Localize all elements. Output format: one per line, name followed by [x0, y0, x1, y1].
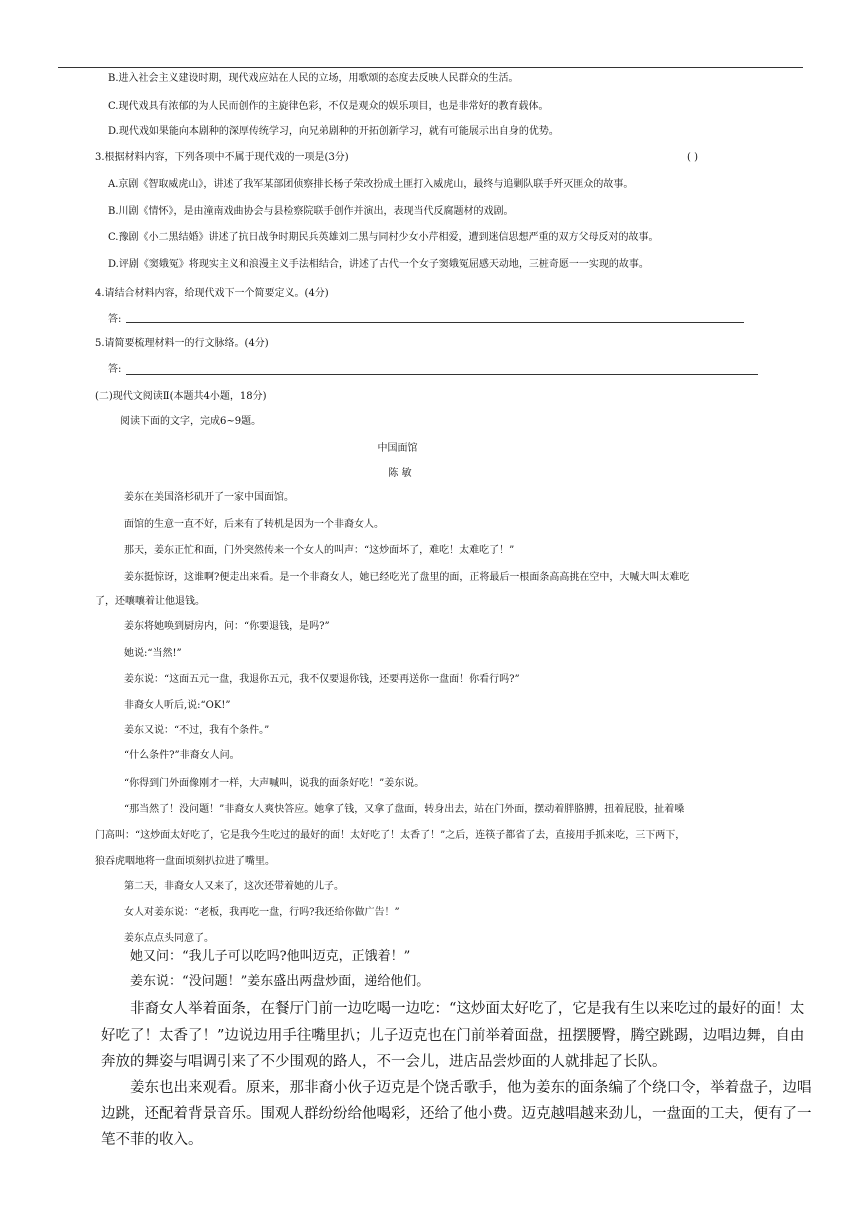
story-paragraph-continued: 好吃了！太香了！”边说边用手往嘴里扒；儿子迈克也在门前举着面盘，扭摆腰臀，腾空跳踢，边唱边舞，自由 [101, 1028, 805, 1044]
q3-option-d: D.评剧《窦娥冤》将现实主义和浪漫主义手法相结合，讲述了古代一个女子窦娥冤屈感天动地，三桩奇愿一一实现的故事。 [108, 259, 649, 270]
story-paragraph-continued: 了，还嚷嚷着让他退钱。 [95, 596, 205, 607]
story-paragraph: 那天，姜东正忙和面，门外突然传来一个女人的叫声：“这炒面坏了，难吃！太难吃了！” [124, 545, 515, 556]
q4-answer-label: 答: [108, 314, 122, 325]
q3-stem: 3.根据材料内容，下列各项中不属于现代戏的一项是(3分) [95, 152, 349, 163]
story-paragraph: 姜东在美国洛杉矶开了一家中国面馆。 [124, 492, 294, 503]
q5-answer-line[interactable] [126, 374, 758, 375]
q4-answer-line[interactable] [126, 322, 744, 323]
story-paragraph: 她又问：“我儿子可以吃吗?他叫迈克，正饿着！” [130, 949, 411, 964]
story-paragraph: 姜东挺惊讶，这谁啊?便走出来看。是一个非裔女人，她已经吃光了盘里的面，正将最后一根面条高高挑在空中，大喊大叫太难吃 [124, 572, 690, 583]
story-title: 中国面馆 [377, 443, 418, 454]
story-paragraph: 姜东说：“这面五元一盘，我退你五元，我不仅要退你钱，还要再送你一盘面！你看行吗?” [124, 674, 520, 685]
story-paragraph-continued: 奔放的舞姿与唱调引来了不少围观的路人，不一会儿，进店品尝炒面的人就排起了长队。 [101, 1054, 667, 1070]
story-paragraph-continued: 狼吞虎咽地将一盘面顷刻扒拉进了嘴里。 [95, 856, 275, 867]
story-paragraph: 女人对姜东说：“老板，我再吃一盘，行吗?我还给你做广告！” [124, 907, 400, 918]
q3-option-a: A.京剧《智取威虎山》，讲述了我军某部团侦察排长杨子荣改扮成土匪打入威虎山，最终与追剿队联手歼灭匪众的故事。 [108, 179, 634, 190]
story-paragraph: 姜东说：“没问题！”姜东盛出两盘炒面，递给他们。 [130, 974, 430, 989]
reading-instruction: 阅读下面的文字，完成6~9题。 [120, 416, 262, 427]
q2-option-c: C.现代戏具有浓郁的为人民而创作的主旋律色彩，不仅是观众的娱乐项目，也是非常好的教育载体。 [108, 101, 549, 112]
story-paragraph: 她说:“当然!” [124, 648, 182, 659]
story-paragraph: 面馆的生意一直不好，后来有了转机是因为一个非裔女人。 [124, 519, 384, 530]
header-rule [58, 67, 803, 68]
story-author: 陈 敏 [388, 468, 412, 479]
q5-stem: 5.请简要梳理材料一的行文脉络。(4分) [95, 338, 269, 349]
story-paragraph: 姜东将她唤到厨房内，问：“你要退钱，是吗?” [124, 621, 330, 632]
story-paragraph: 第二天，非裔女人又来了，这次还带着她的儿子。 [124, 881, 344, 892]
story-paragraph-continued: 笔不菲的收入。 [101, 1132, 203, 1148]
story-paragraph: 姜东又说：“不过，我有个条件。” [124, 725, 270, 736]
story-paragraph-continued: 边跳，还配着背景音乐。围观人群纷纷给他喝彩，还给了他小费。迈克越唱越来劲儿，一盘面的工夫，便有了一 [101, 1106, 812, 1122]
q3-option-c: C.豫剧《小二黑结婚》讲述了抗日战争时期民兵英雄刘二黑与同村少女小芹相爱，遭到迷信思想严重的双方父母反对的故事。 [108, 232, 659, 243]
story-paragraph: 姜东点点头同意了。 [124, 933, 214, 944]
story-paragraph: “什么条件?”非裔女人问。 [124, 750, 240, 761]
q3-answer-bracket: ( ) [687, 152, 698, 163]
q2-option-d: D.现代戏如果能向本剧种的深厚传统学习，向兄弟剧种的开拓创新学习，就有可能展示出自身的优势。 [108, 126, 559, 137]
q3-option-b: B.川剧《情怀》，是由潼南戏曲协会与县检察院联手创作并演出，表现当代反腐题材的戏剧。 [108, 206, 514, 217]
story-paragraph: 非裔女人举着面条，在餐厅门前一边吃喝一边吃：“这炒面太好吃了，它是我有生以来吃过的最好的面！太 [130, 1001, 805, 1017]
story-paragraph: 姜东也出来观看。原来，那非裔小伙子迈克是个饶舌歌手，他为姜东的面条编了个绕口令，举着盘子，边唱 [130, 1080, 812, 1096]
section-heading: (二)现代文阅读Ⅱ(本题共4小题，18分) [95, 391, 267, 402]
q4-stem: 4.请结合材料内容，给现代戏下一个简要定义。(4分) [95, 288, 329, 299]
story-paragraph: “那当然了！没问题！”非裔女人爽快答应。她拿了钱，又拿了盘面，转身出去，站在门外面，摆动着胖胳膊，扭着屁股，扯着嗓 [124, 804, 685, 815]
story-paragraph-continued: 门高叫：“这炒面太好吃了，它是我今生吃过的最好的面！太好吃了！太香了！”之后，连筷子都省了去，直接用手抓来吃，三下两下， [95, 830, 686, 841]
story-paragraph: 非裔女人听后,说:“OK!” [124, 700, 231, 711]
story-paragraph: “你得到门外面像刚才一样，大声喊叫，说我的面条好吃！”姜东说。 [124, 778, 425, 789]
q5-answer-label: 答: [108, 364, 122, 375]
q2-option-b: B.进入社会主义建设时期，现代戏应站在人民的立场，用歌颂的态度去反映人民群众的生活。 [108, 73, 519, 84]
